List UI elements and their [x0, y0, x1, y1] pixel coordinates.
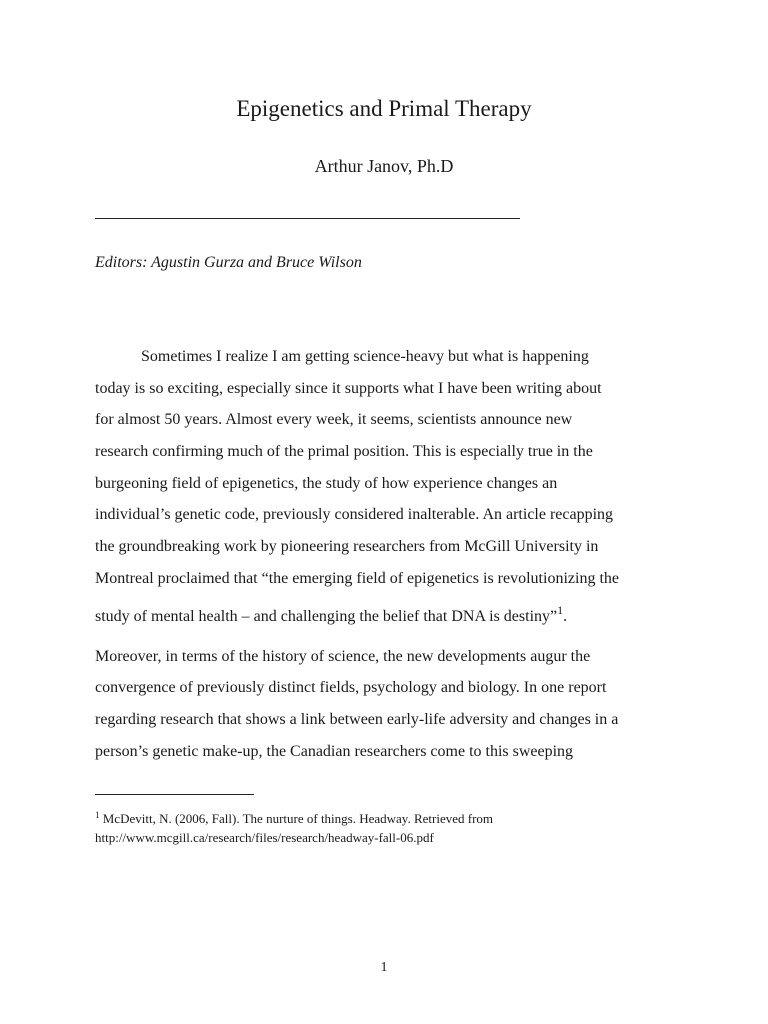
body-line: Montreal proclaimed that “the emerging field of epigenetics is revolutionizing the [95, 569, 619, 587]
footnote-separator [95, 794, 254, 795]
body-line: regarding research that shows a link between early-life adversity and changes in a [95, 710, 619, 728]
document-title: Epigenetics and Primal Therapy [236, 96, 532, 121]
body-line: the groundbreaking work by pioneering researchers from McGill University in [95, 538, 599, 556]
body-line: research confirming much of the primal position. This is especially true in the [95, 443, 593, 461]
footnote-url[interactable]: http://www.mcgill.ca/research/files/research/headway-fall-06.pdf [95, 830, 434, 845]
editors-line: Editors: Agustin Gurza and Bruce Wilson [95, 254, 362, 271]
footnote-line [95, 809, 695, 828]
author-name: Arthur Janov, Ph.D [314, 156, 454, 176]
body-paragraph [95, 341, 685, 767]
body-line [95, 595, 685, 641]
footnote-ref-suffix: . [563, 607, 568, 625]
footnote-citation: McDevitt, N. (2006, Fall). The nurture of things. Headway. Retrieved from [99, 811, 494, 826]
body-line: burgeoning field of epigenetics, the study of how experience changes an [95, 474, 558, 492]
body-line: Moreover, in terms of the history of science, the new developments augur the [95, 647, 591, 665]
footnote-reference[interactable]: 1 [557, 602, 564, 617]
body-line: person’s genetic make-up, the Canadian researchers come to this sweeping [95, 742, 574, 760]
body-line-text: study of mental health – and challenging the belief that DNA is destiny” [95, 607, 558, 625]
body-line: for almost 50 years. Almost every week, it seems, scientists announce new [95, 411, 573, 429]
footnote-marker: 1 [95, 810, 100, 820]
body-line: today is so exciting, especially since it supports what I have been writing about [95, 379, 602, 397]
body-line: convergence of previously distinct fields, psychology and biology. In one report [95, 679, 607, 697]
title-divider [95, 218, 520, 219]
footnote [95, 809, 695, 847]
page-number: 1 [380, 960, 388, 975]
body-line [95, 341, 685, 373]
body-line-text: Sometimes I realize I am getting science-heavy but what is happening [141, 348, 589, 365]
body-line: individual’s genetic code, previously considered inalterable. An article recapping [95, 506, 614, 524]
